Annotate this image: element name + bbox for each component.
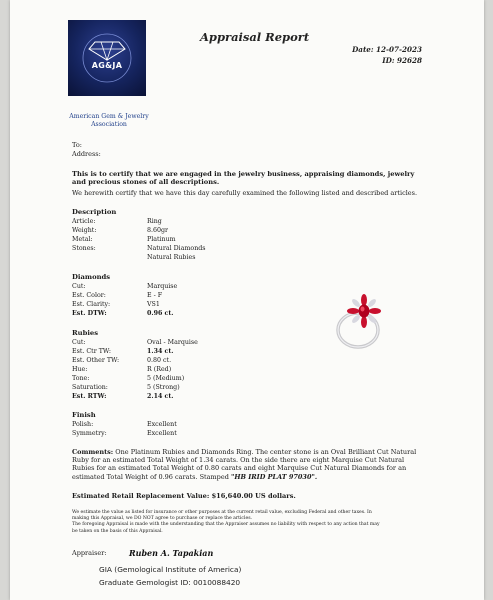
appraiser-organization: GIA (Gemological Institute of America) [99,565,242,574]
table-row: Symmetry: Excellent [72,430,177,437]
comments-label: Comments: [72,448,114,456]
table-row: Stones: Natural Diamonds [72,245,206,252]
description-heading: Description [72,208,117,216]
table-row: Cut: Marquise [72,283,178,290]
table-row: Article: Ring [72,218,162,225]
disclaimer-line: The foregoing Appraisal is made with the understanding that the Appraiser assumes no liability with respect to any action that may [72,522,380,528]
table-row: Polish: Excellent [72,421,177,428]
report-date: Date: 12-07-2023 [352,45,422,54]
disclaimer [72,510,412,535]
table-row: Natural Rubies [147,254,196,261]
stamp-text: "HB IRID PLAT 97030". [230,472,318,481]
ring-photo [328,286,398,354]
diamonds-heading: Diamonds [72,273,111,281]
report-title: Appraisal Report [200,30,310,44]
table-row: Est. Color: E - F [72,292,163,299]
certify-statement: This is to certify that we are engaged in the jewelry business, appraising diamonds, jewelry and precious stones of all descriptions. [72,170,415,187]
finish-heading: Finish [72,411,96,419]
report-id: ID: 92628 [382,56,422,65]
comments-block [72,448,427,481]
appraiser-label: Appraiser: [72,549,107,557]
table-row: Est. Ctr TW: 1.34 ct. [72,348,174,355]
association-name: American Gem & Jewelry Association [69,113,149,128]
rubies-heading: Rubies [72,329,99,337]
table-row: Est. RTW: 2.14 ct. [72,393,174,400]
diamond-icon [68,20,146,96]
table-row: Weight: 8.60gr [72,227,169,234]
disclaimer-line: We estimate the value as listed for insurance or other purposes at the current retail value, excluding Federal and other taxes. In [72,510,372,515]
herewith-statement: We herewith certify that we have this day carefully examined the following listed and described articles. [72,189,418,197]
disclaimer-line: making this Appraisal, we DO NOT agree to purchase or replace the articles. [72,516,253,522]
table-row: Saturation: 5 (Strong) [72,384,180,391]
table-row: Metal: Platinum [72,236,176,243]
appraiser-signature: Ruben A. Tapakian [129,548,214,558]
logo-text: AG&JA [91,61,123,70]
retail-value: Estimated Retail Replacement Value: $16,640.00 US dollars. [72,492,296,500]
table-row: Cut: Oval - Marquise [72,339,198,346]
report-date-id [352,44,422,66]
appraiser-graduate-id: Graduate Gemologist ID: 0010088420 [99,578,241,587]
table-row: Est. Clarity: VS1 [72,301,160,308]
association-logo [68,20,146,96]
appraisal-sheet [10,0,484,600]
table-row: Tone: 5 (Medium) [72,375,185,382]
table-row: Hue: R (Red) [72,366,172,373]
disclaimer-line: be taken on the basis of this Appraisal. [72,528,163,534]
address-label: Address: [72,150,101,158]
table-row: Est. Other TW: 0.80 ct. [72,357,172,364]
comments-text: One Platinum Rubies and Diamonds Ring. The center stone is an Oval Brilliant Cut Natural Ruby for an estimated Total Weight of 1.34 carats. On the side there are eight Marquise Cut Natural Rubies for an estimated Total Weight of 0.80 carats and eight Marquise Cut Natural Diamonds for an estimated Total Weight of 0.96 carats. Stamped [72,448,417,481]
table-row: Est. DTW: 0.96 ct. [72,310,174,317]
to-label: To: [72,141,82,149]
